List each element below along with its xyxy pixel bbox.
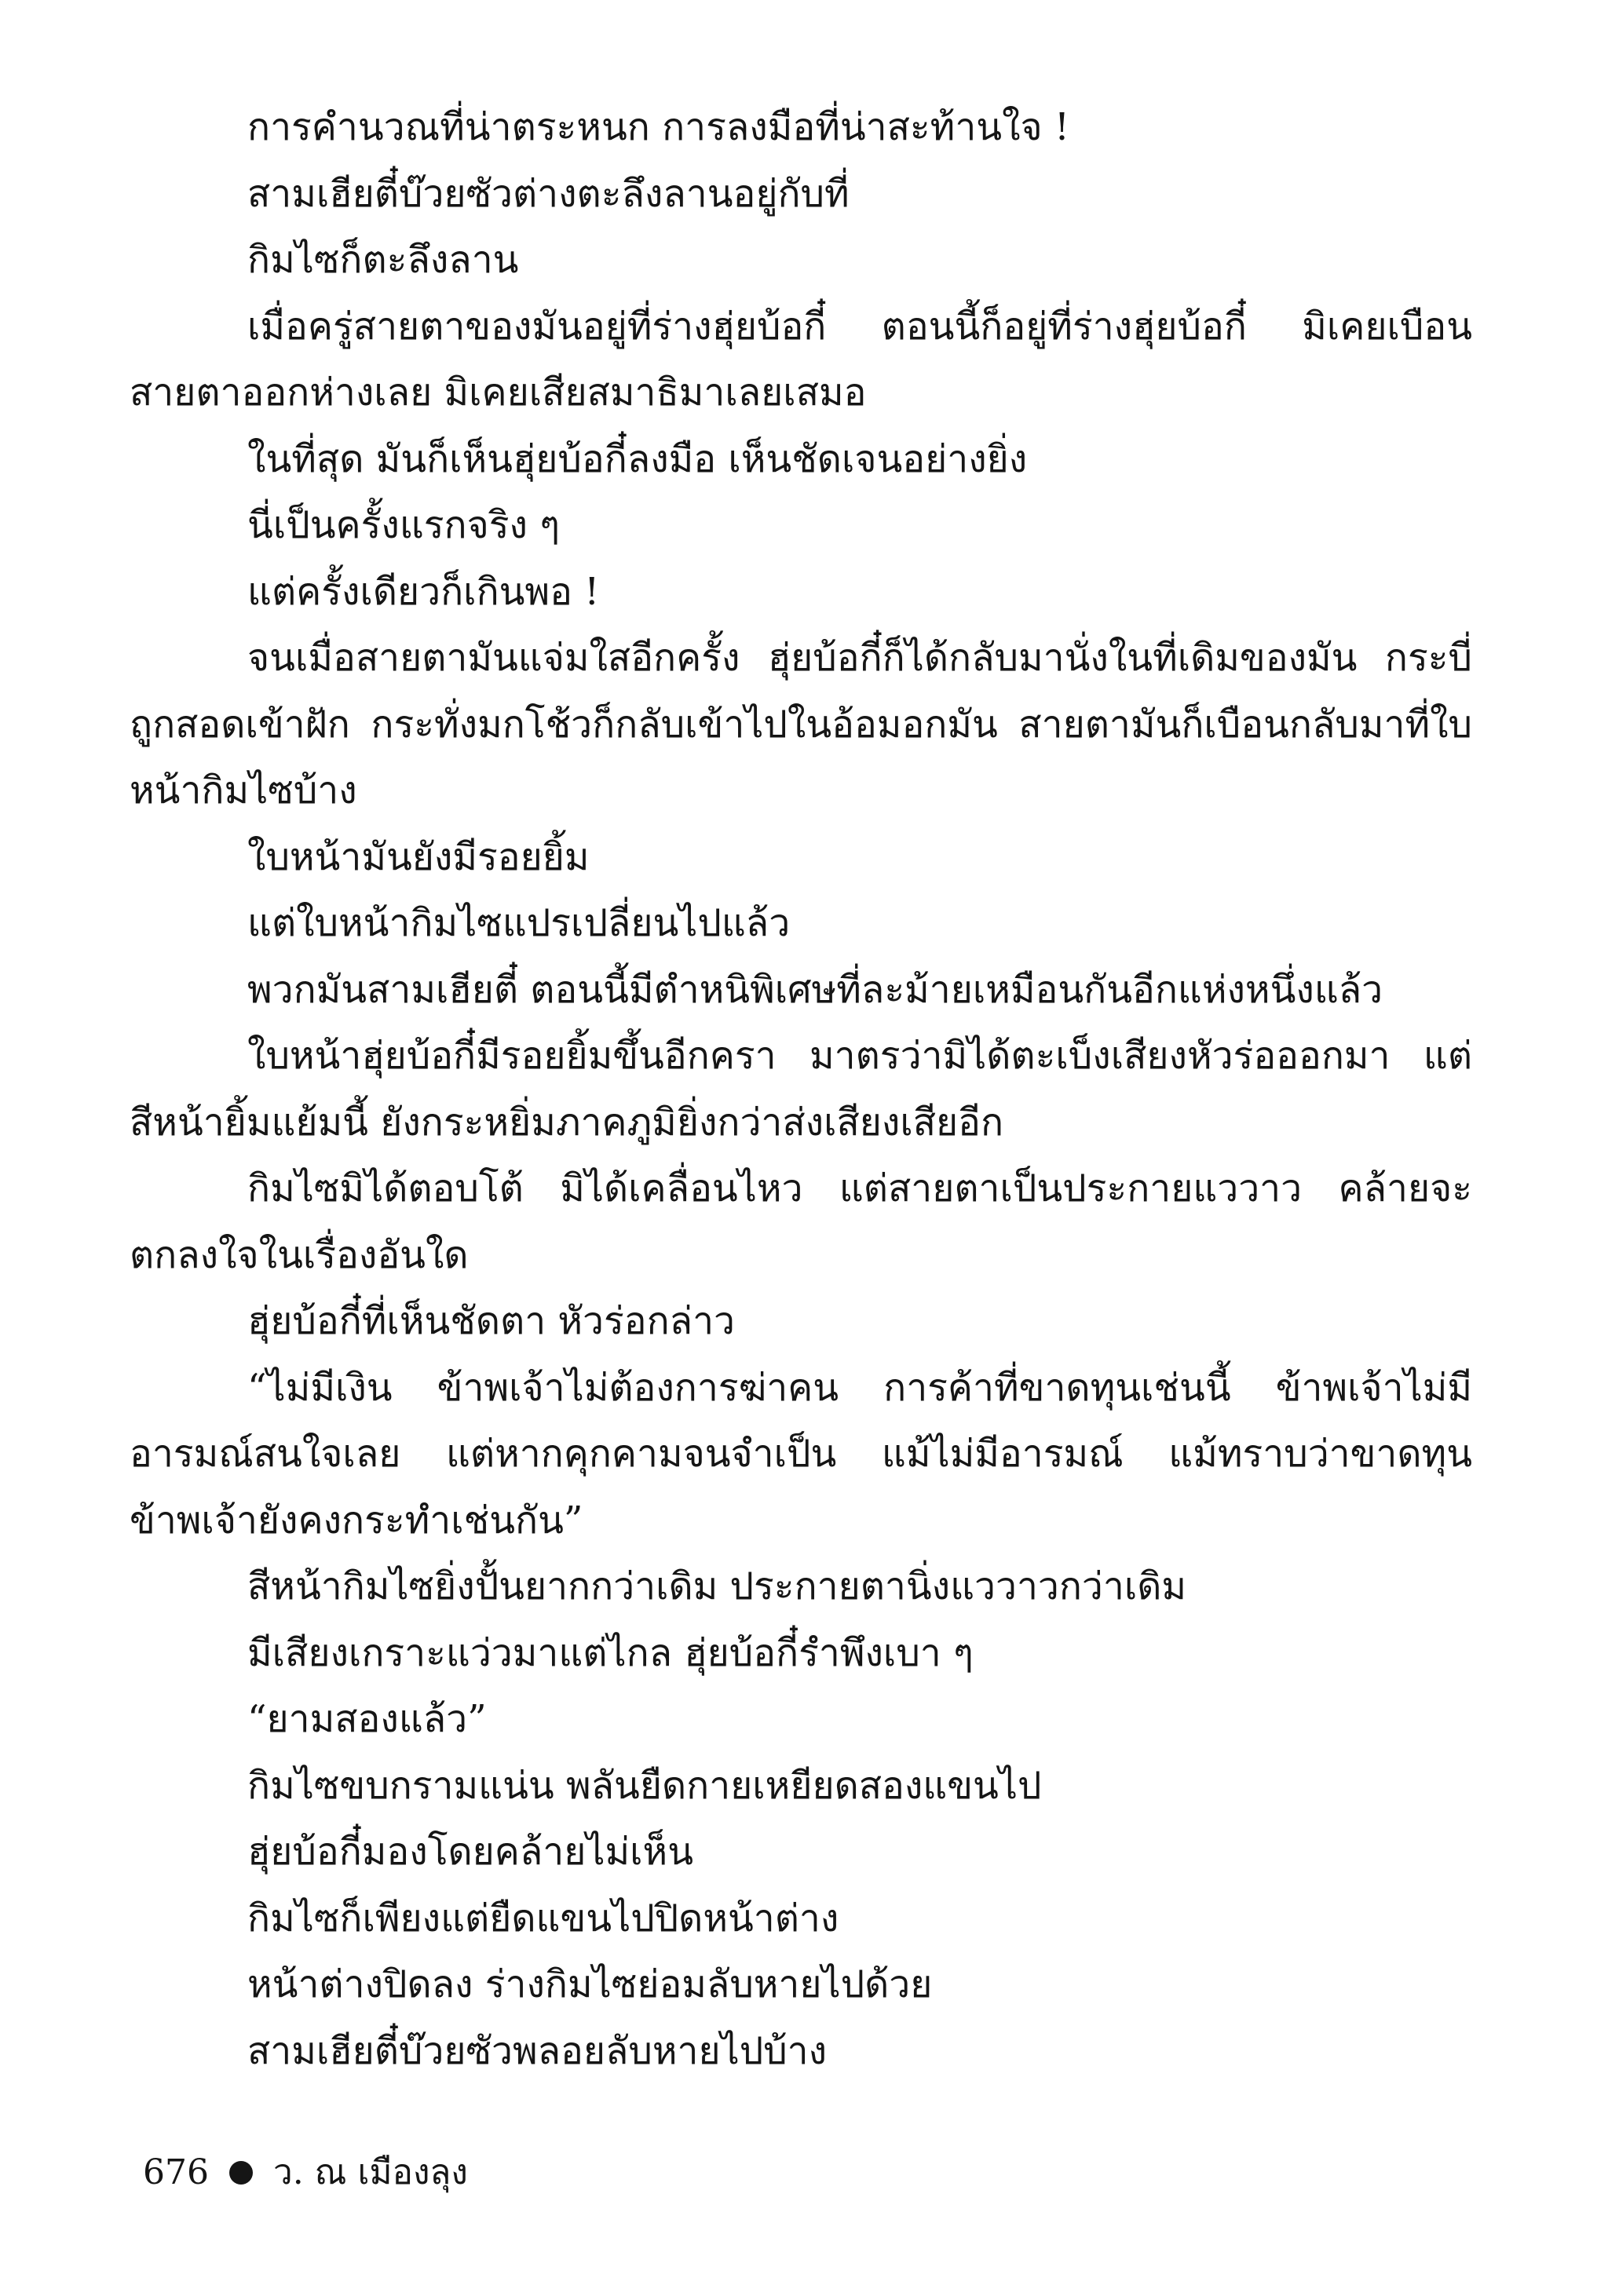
- paragraph: ฮุ่ยบ้อกี๋มองโดยคล้ายไม่เห็น: [247, 1830, 694, 1874]
- body-text: [130, 94, 1472, 2084]
- paragraph: สีหน้ากิมไซยิ่งปั้นยากกว่าเดิม ประกายตานิ่งแววาวกว่าเดิม: [247, 1564, 1187, 1608]
- page-footer: [143, 2149, 468, 2196]
- paragraph: “ยามสองแล้ว”: [247, 1697, 487, 1741]
- author-name: ว. ณ เมืองลุง: [272, 2152, 468, 2192]
- paragraph: จนเมื่อสายตามันแจ่มใสอีกครั้ง ฮุ่ยบ้อกี๋ก็ได้กลับมานั่งในที่เดิมของมัน กระบี่ถูกสอดเข้าฝัก กระทั่งมกโช้วก็กลับเข้าไปในอ้อมอกมัน สายตามันก็เบือนกลับมาที่ใบหน้ากิมไซบ้าง: [130, 636, 1472, 812]
- paragraph: พวกมันสามเฮียตี๋ ตอนนี้มีตำหนิพิเศษที่ละม้ายเหมือนกันอีกแห่งหนึ่งแล้ว: [247, 967, 1383, 1012]
- paragraph: ฮุ่ยบ้อกี๋ที่เห็นชัดตา หัวร่อกล่าว: [247, 1299, 735, 1343]
- paragraph: หน้าต่างปิดลง ร่างกิมไซย่อมลับหายไปด้วย: [247, 1962, 933, 2006]
- paragraph: กิมไซก็ตะลึงลาน: [247, 238, 519, 282]
- paragraph: การคำนวณที่น่าตระหนก การลงมือที่น่าสะท้านใจ !: [247, 105, 1070, 149]
- paragraph: สามเฮียตี๋บ๊วยซัวพลอยลับหายไปบ้าง: [247, 2028, 828, 2073]
- bullet-icon: [229, 2161, 253, 2185]
- paragraph: นี่เป็นครั้งแรกจริง ๆ: [247, 503, 560, 547]
- paragraph: ในที่สุด มันก็เห็นฮุ่ยบ้อกี๋ลงมือ เห็นชัดเจนอย่างยิ่ง: [247, 436, 1028, 481]
- paragraph: มีเสียงเกราะแว่วมาแต่ไกล ฮุ่ยบ้อกี๋รำพึงเบา ๆ: [247, 1630, 974, 1675]
- paragraph: ใบหน้าฮุ่ยบ้อกี๋มีรอยยิ้มขึ้นอีกครา มาตรว่ามิได้ตะเบ็งเสียงหัวร่อออกมา แต่สีหน้ายิ้มแย้มนี้ ยังกระหยิ่มภาคภูมิยิ่งกว่าส่งเสียงเสียอีก: [130, 1034, 1472, 1144]
- paragraph: “ไม่มีเงิน ข้าพเจ้าไม่ต้องการฆ่าคน การค้าที่ขาดทุนเช่นนี้ ข้าพเจ้าไม่มีอารมณ์สนใจเลย แต่หากคุกคามจนจำเป็น แม้ไม่มีอารมณ์ แม้ทราบว่าขาดทุน ข้าพเจ้ายังคงกระทำเช่นกัน”: [130, 1365, 1472, 1542]
- paragraph: สามเฮียตี๋บ๊วยซัวต่างตะลึงลานอยู่กับที่: [247, 171, 850, 216]
- page-number: 676: [143, 2152, 209, 2192]
- paragraph: เมื่อครู่สายตาของมันอยู่ที่ร่างฮุ่ยบ้อกี๋ ตอนนี้ก็อยู่ที่ร่างฮุ่ยบ้อกี๋ มิเคยเบือนสายตาออกห่างเลย มิเคยเสียสมาธิมาเลยเสมอ: [130, 304, 1472, 414]
- paragraph: กิมไซขบกรามแน่น พลันยืดกายเหยียดสองแขนไป: [247, 1763, 1042, 1808]
- paragraph: กิมไซมิได้ตอบโต้ มิได้เคลื่อนไหว แต่สายตาเป็นประกายแววาว คล้ายจะตกลงใจในเรื่องอันใด: [130, 1166, 1472, 1277]
- paragraph: ใบหน้ามันยังมีรอยยิ้ม: [247, 834, 590, 879]
- paragraph: กิมไซก็เพียงแต่ยืดแขนไปปิดหน้าต่าง: [247, 1896, 839, 1940]
- paragraph: แต่ใบหน้ากิมไซแปรเปลี่ยนไปแล้ว: [247, 901, 791, 945]
- paragraph: แต่ครั้งเดียวก็เกินพอ !: [247, 569, 600, 614]
